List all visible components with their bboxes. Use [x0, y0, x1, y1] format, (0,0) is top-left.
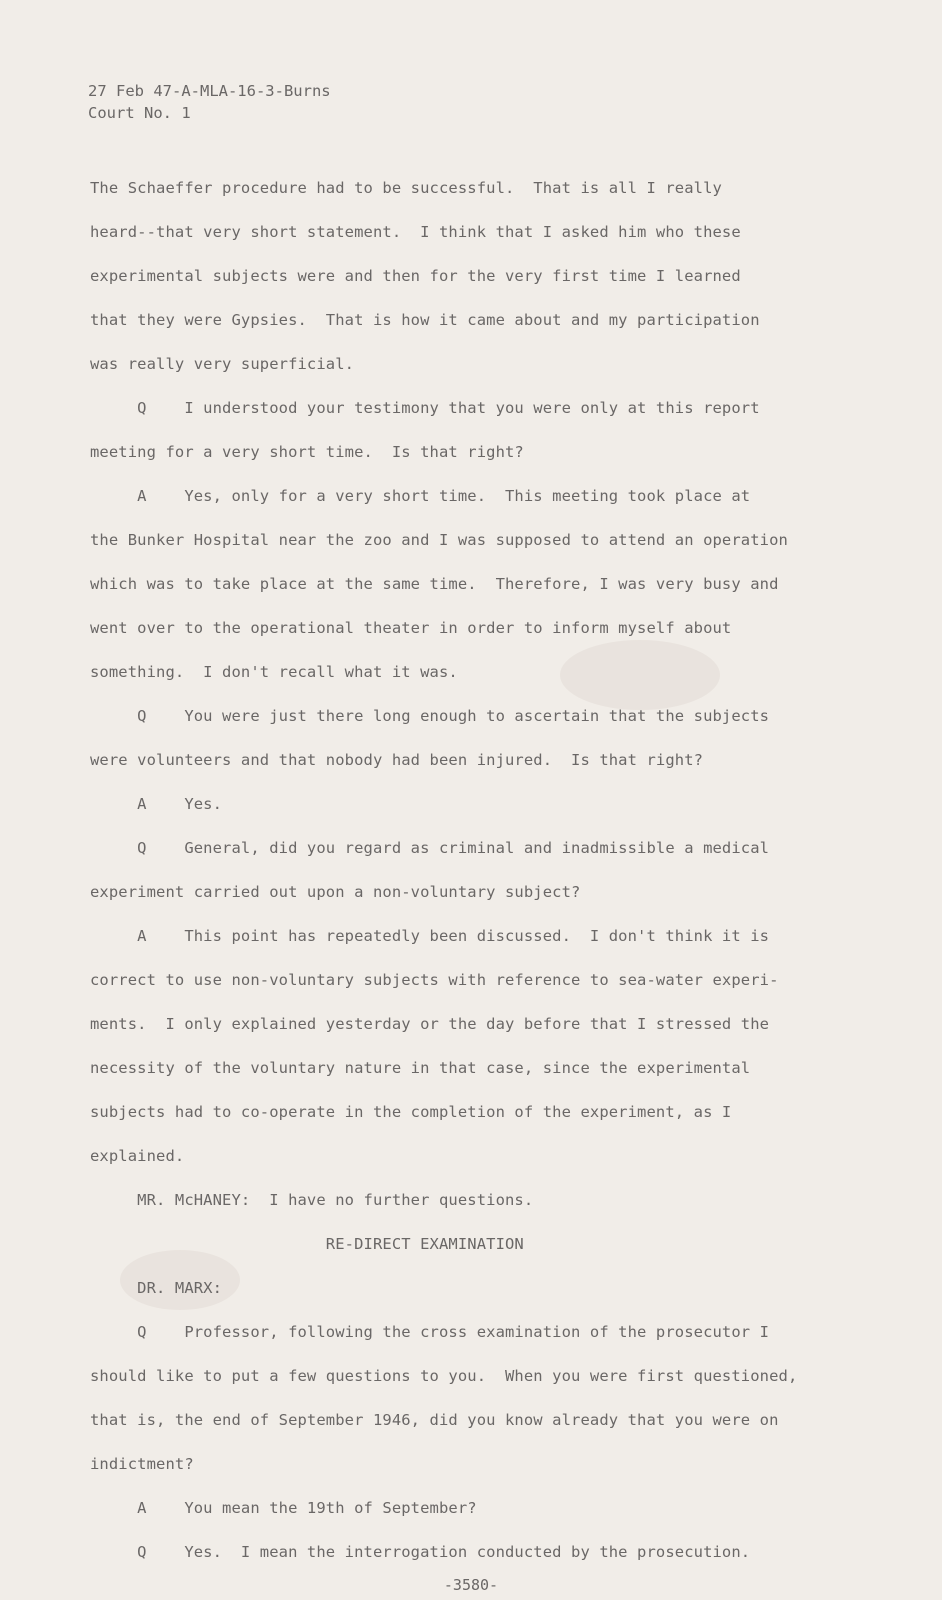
- transcript-line: which was to take place at the same time. Therefore, I was very busy and: [90, 575, 779, 593]
- transcript-line: explained.: [90, 1147, 185, 1165]
- transcript-line: went over to the operational theater in order to inform myself about: [90, 619, 732, 637]
- transcript-line: that they were Gypsies. That is how it came about and my participation: [90, 311, 760, 329]
- transcript-line: The Schaeffer procedure had to be successful. That is all I really: [90, 179, 722, 197]
- transcript-line: Q General, did you regard as criminal and inadmissible a medical: [90, 839, 770, 857]
- transcript-line: Q You were just there long enough to ascertain that the subjects: [90, 707, 770, 725]
- transcript-line: were volunteers and that nobody had been injured. Is that right?: [90, 751, 704, 769]
- transcript-line: RE-DIRECT EXAMINATION: [90, 1235, 524, 1253]
- transcript-line: ments. I only explained yesterday or the day before that I stressed the: [90, 1015, 770, 1033]
- transcript-line: should like to put a few questions to you. When you were first questioned,: [90, 1367, 798, 1385]
- transcript-line: necessity of the voluntary nature in that case, since the experimental: [90, 1059, 751, 1077]
- transcript-line: A Yes, only for a very short time. This meeting took place at: [90, 487, 751, 505]
- header-court: Court No. 1: [88, 104, 191, 122]
- transcript-line: Q Professor, following the cross examination of the prosecutor I: [90, 1323, 770, 1341]
- transcript-line: Q Yes. I mean the interrogation conducted by the prosecution.: [90, 1543, 751, 1561]
- transcript-line: that is, the end of September 1946, did you know already that you were on: [90, 1411, 779, 1429]
- transcript-line: indictment?: [90, 1455, 194, 1473]
- transcript-line: the Bunker Hospital near the zoo and I was supposed to attend an operation: [90, 531, 788, 549]
- transcript-line: A This point has repeatedly been discussed. I don't think it is: [90, 927, 770, 945]
- transcript-line: something. I don't recall what it was.: [90, 663, 458, 681]
- transcript-line: A You mean the 19th of September?: [90, 1499, 477, 1517]
- paper-stain: [560, 640, 720, 710]
- transcript-line: heard--that very short statement. I think that I asked him who these: [90, 223, 741, 241]
- transcript-line: meeting for a very short time. Is that right?: [90, 443, 524, 461]
- transcript-line: MR. McHANEY: I have no further questions.: [90, 1191, 534, 1209]
- transcript-line: A Yes.: [90, 795, 223, 813]
- page-number: -3580-: [443, 1576, 499, 1594]
- transcript-line: DR. MARX:: [90, 1279, 223, 1297]
- transcript-line: experiment carried out upon a non-voluntary subject?: [90, 883, 581, 901]
- transcript-line: experimental subjects were and then for the very first time I learned: [90, 267, 741, 285]
- document-header: [88, 80, 331, 124]
- transcript-line: was really very superficial.: [90, 355, 355, 373]
- transcript-line: subjects had to co-operate in the completion of the experiment, as I: [90, 1103, 732, 1121]
- header-reference: 27 Feb 47-A-MLA-16-3-Burns: [88, 82, 331, 100]
- transcript-line: correct to use non-voluntary subjects with reference to sea-water experi-: [90, 971, 779, 989]
- transcript-line: Q I understood your testimony that you were only at this report: [90, 399, 760, 417]
